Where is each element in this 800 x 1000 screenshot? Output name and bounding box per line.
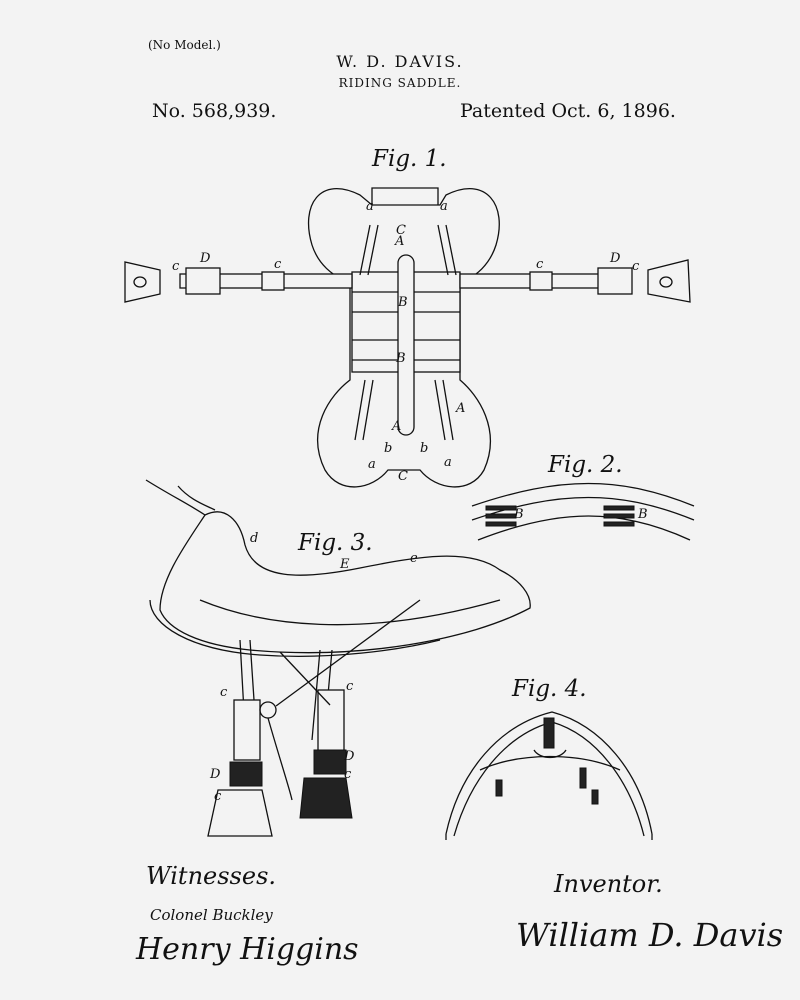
fig2-spring-detail [472,484,694,541]
fig3-caption: Fig. 3. [298,530,373,556]
label-C: C [396,223,406,238]
inventor-name-heading: W. D. DAVIS. [336,52,464,71]
label-E: E [340,557,350,572]
label-D: D [610,251,621,266]
fig1-saddle-top-view [125,188,690,487]
label-c: c [536,257,544,272]
label-a: a [440,199,448,214]
label-b: b [384,441,393,456]
fig4-tree-detail [446,712,652,840]
witness-signature-2: Henry Higgins [136,932,359,967]
label-B: B [398,295,408,310]
label-c: c [346,679,354,694]
label-a: a [366,199,374,214]
label-a: a [444,455,452,470]
fig4-caption: Fig. 4. [512,676,587,702]
fig1-caption: Fig. 1. [372,146,447,172]
inventor-signature: William D. Davis [516,916,784,954]
label-A: A [395,234,405,249]
label-A: A [392,419,402,434]
label-b: b [420,441,429,456]
patent-date: Patented Oct. 6, 1896. [460,100,676,122]
label-B: B [638,507,648,522]
label-c: c [632,259,640,274]
label-D: D [200,251,211,266]
inventor-label: Inventor. [554,870,663,898]
label-c: c [220,685,228,700]
label-C: C [398,469,408,484]
label-B: B [396,351,406,366]
label-e: e [410,551,418,566]
patent-title: RIDING SADDLE. [338,76,462,90]
label-c: c [344,767,352,782]
label-d: d [250,531,259,546]
witnesses-label: Witnesses. [146,862,277,890]
label-D: D [210,767,221,782]
label-A: A [456,401,466,416]
label-c: c [214,789,222,804]
no-model-note: (No Model.) [148,38,221,52]
label-D: D [344,749,355,764]
witness-signature-1: Colonel Buckley [150,906,273,924]
label-B: B [514,507,524,522]
label-a: a [368,457,376,472]
label-c: c [172,259,180,274]
label-c: c [274,257,282,272]
patent-number: No. 568,939. [152,100,277,122]
fig2-caption: Fig. 2. [548,452,623,478]
